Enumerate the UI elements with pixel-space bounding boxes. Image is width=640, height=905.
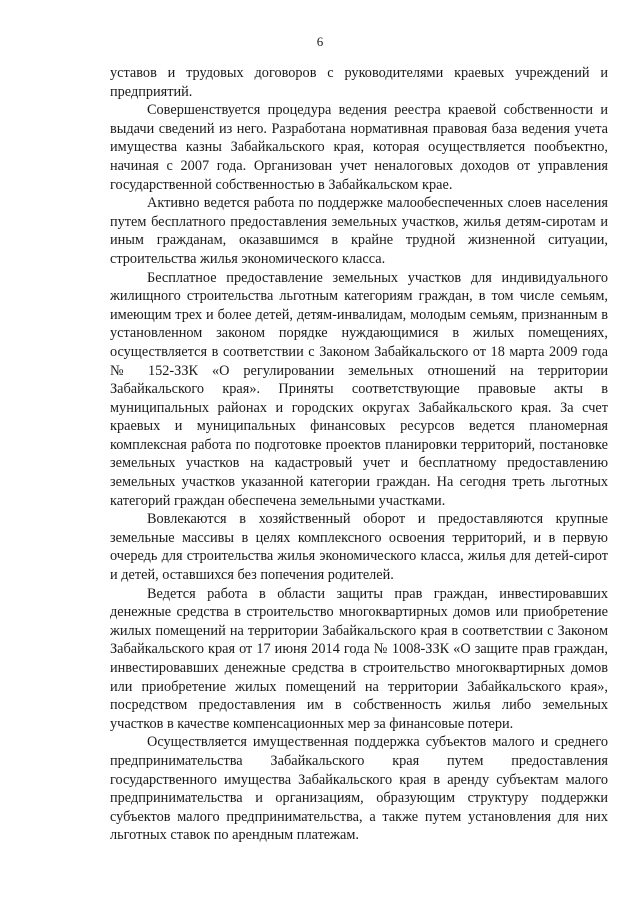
paragraph-social-support: Активно ведется работа по поддержке малообеспеченных слоев населения путем бесплатного предоставления земельных участков, жилья детям-сиротам и иным гражданам, оказавшимся в крайне трудной жизненной ситуации, строительства жилья экономического класса. <box>110 195 608 267</box>
paragraph-land-massifs: Вовлекаются в хозяйственный оборот и предоставляются крупные земельные массивы в целях комплексного освоения территорий, и в первую очередь для строительства жилья экономического класса, жилья для детей-сирот и детей, оставшихся без попечения родителей. <box>110 511 608 584</box>
paragraph-registry: Совершенствуется процедура ведения реестра краевой собственности и выдачи сведений из него. Разработана нормативная правовая база ведения учета имущества казны Забайкальского края, которая осуществляется пообъектно, начиная с 2007 года. Организован учет неналоговых доходов от управления государственной собственностью в Забайкальском крае. <box>110 102 608 193</box>
paragraph-free-land-plots: Бесплатное предоставление земельных участков для индивидуального жилищного строительства льготным категориям граждан, в том числе семьям, имеющим трех и более детей, детям-инвалидам, молодым семьям, признанным в установленном законом порядке нуждающимися в жилых помещениях, осуществляется в соответствии с Законом Забайкальского от 18 марта 2009 года № 152-ЗЗК «О регулировании земельных отношений на территории Забайкальского края». Приняты соответствующие правовые акты в муниципальных районах и городских округах Забайкальского края. За счет краевых и муниципальных финансовых ресурсов ведется планомерная комплексная работа по подготовке проектов планировки территорий, постановке земельных участков на кадастровый учет и бесплатному предоставлению земельных участков указанной категории граждан. На сегодня треть льготных категорий граждан обеспечена земельными участками. <box>110 269 608 509</box>
page-number: 6 <box>316 34 324 49</box>
paragraph-continuation: уставов и трудовых договоров с руководителями краевых учреждений и предприятий. <box>110 65 608 100</box>
paragraph-investor-protection: Ведется работа в области защиты прав граждан, инвестировавших денежные средства в строительство многоквартирных домов или приобретение жилых помещений на территории Забайкальского края в соответствии с Законом Забайкальского края от 17 июня 2014 года № 1008-ЗЗК «О защите прав граждан, инвестировавших денежные средства в строительство многоквартирных домов или приобретение жилых помещений на территории Забайкальского края», посредством предоставления им в собственность жилья либо земельных участков в качестве компенсационных мер за финансовые потери. <box>110 585 608 732</box>
paragraph-small-business-support: Осуществляется имущественная поддержка субъектов малого и среднего предпринимательства Забайкальского края путем предоставления государственного имущества Забайкальского края в аренду субъектам малого предпринимательства и организациям, образующим структуру поддержки субъектов малого предпринимательства, а также путем установления для них льготных ставок по арендным платежам. <box>110 734 608 844</box>
document-body <box>110 64 608 845</box>
